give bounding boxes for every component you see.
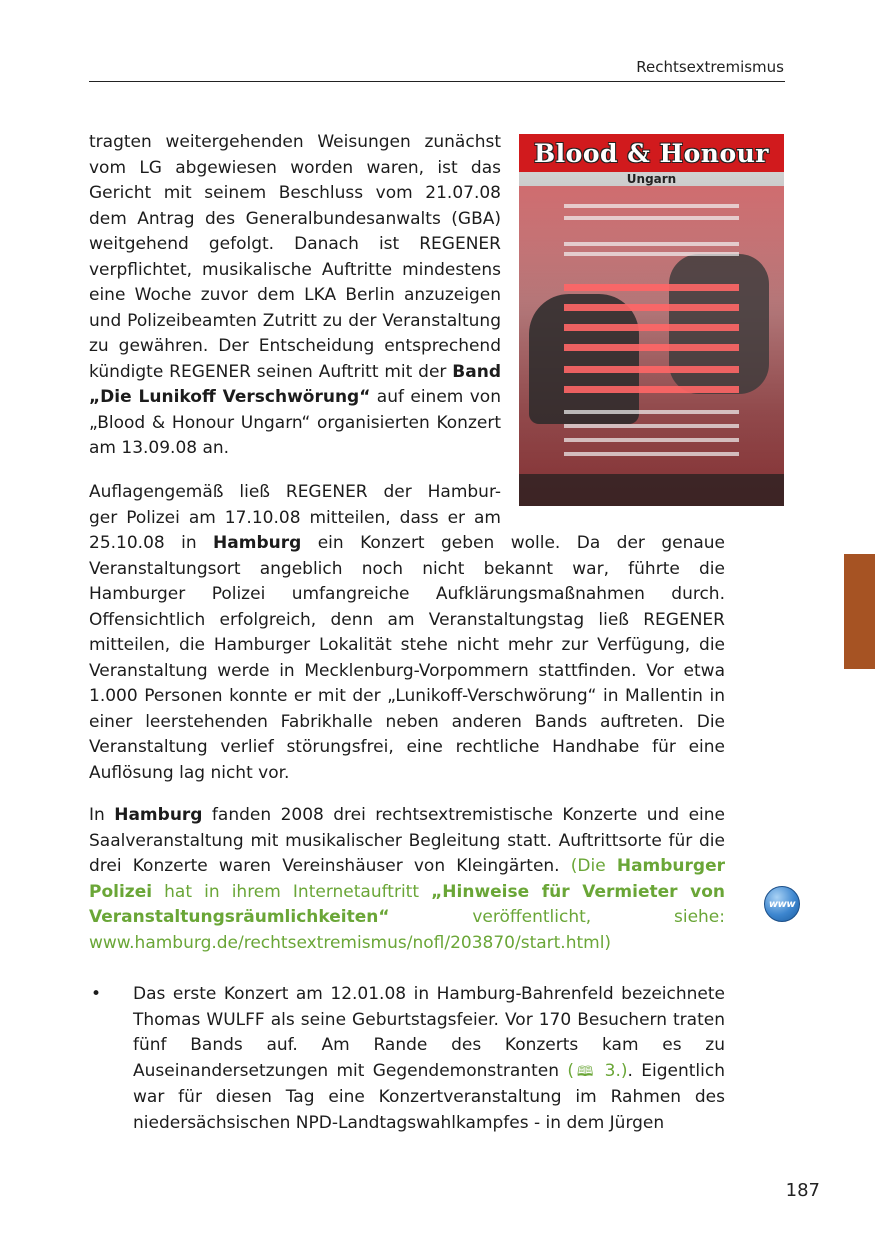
text-run: tragten weitergehenden Weisungen zunächst vom LG abgewiesen worden waren, ist das Gericht mit seinem Beschluss vom 21.07.08 dem Antrag des Generalbundesanwalts (GBA) weitgehend gefolgt. Danach ist REGENER verpflichtet, musikalische Auftritte mindestens eine Woche zuvor dem LKA Berlin anzuzeigen und Polizeibeamten Zutritt zu der Veranstaltung zu gewähren. Der Entscheidung entsprechend kündigte REGENER seinen Auftritt mit der — [89, 132, 501, 382]
poster-band-line — [564, 284, 739, 291]
cross-reference: ( — [567, 1060, 574, 1081]
paragraph-3 — [89, 803, 725, 956]
poster-title: Blood & Honour — [534, 138, 769, 168]
poster-band-line — [564, 344, 739, 351]
poster-text-line — [564, 204, 739, 208]
text-run: auf einem von „Blood & Honour Ungarn“ organisierten Konzert am 13.09.08 an. — [89, 387, 501, 458]
poster-figure-left — [529, 294, 639, 424]
concert-poster-image — [519, 134, 784, 506]
text-run: 25.10.08 in — [89, 533, 214, 553]
chapter-tab — [844, 554, 875, 669]
text-line: ger Polizei am 17.10.08 mitteilen, dass er am — [89, 507, 501, 528]
cross-reference-link[interactable]: 3.) — [596, 1060, 628, 1081]
poster-text-line — [564, 452, 739, 456]
poster-band-line — [564, 386, 739, 393]
paragraph-1 — [89, 130, 501, 462]
header-divider — [89, 81, 785, 82]
bullet-item-1 — [133, 982, 725, 1136]
bold-city: Hamburg — [114, 805, 203, 825]
running-header: Rechtsextremismus — [636, 58, 784, 76]
text-run: Das erste Konzert am 12.01.08 in Hamburg-Bahrenfeld bezeichnete Thomas WULFF als seine Geburtstagsfeier. Vor 170 Besuchern traten fünf Bands auf. Am Rande des Konzerts kam es zu Auseinandersetzungen mit Gegendemonstranten — [133, 984, 725, 1081]
text-run: In — [89, 805, 115, 825]
text-line: Auflagengemäß ließ REGENER der Hambur- — [89, 482, 501, 502]
poster-text-line — [564, 410, 739, 414]
poster-banner — [519, 134, 784, 172]
green-bold-note: Hamburger Polizei — [89, 856, 725, 902]
green-note: (Die — [570, 856, 617, 876]
www-icon-label: www — [768, 898, 796, 910]
poster-text-line — [564, 438, 739, 442]
text-run: . Eigentlich war für diesen Tag eine Konzertveranstaltung im Rahmen des niedersächsischen NPD-Landtagswahlkampfes - in dem Jürgen — [133, 1060, 725, 1133]
poster-text-line — [564, 252, 739, 256]
paragraph-2 — [89, 480, 725, 786]
text-run: fanden 2008 drei rechtsextremistische Konzerte und eine Saalveranstaltung mit musikalischer Begleitung statt. Auftrittsorte für die drei Konzerte waren Vereinshäuser von Kleingärten. — [89, 805, 725, 876]
green-note: hat in ihrem Internetauftritt — [152, 881, 432, 902]
bold-city: Hamburg — [213, 533, 302, 553]
poster-band-line — [564, 366, 739, 373]
poster-band-line — [564, 324, 739, 331]
poster-band-line — [564, 304, 739, 311]
poster-subtitle: Ungarn — [626, 172, 677, 186]
www-globe-icon[interactable] — [764, 886, 800, 922]
book-icon: 🕮 — [573, 1063, 597, 1080]
text-run: ein Konzert geben wolle. Da der genaue Veranstaltungsort angeblich noch nicht bekannt war, führte die Hamburger Polizei umfangreiche Aufklärungsmaßnahmen durch. Offensichtlich erfolgreich, denn am Veranstaltungstag ließ REGENER mitteilen, die Hamburger Lokalität stehe nicht mehr zur Verfügung, die Veranstaltung werde in Mecklenburg-Vorpommern stattfinden. Vor etwa 1.000 Personen konnte er mit der „Lunikoff-Verschwörung“ in Mallentin in einer leerstehenden Fabrikhalle neben anderen Bands auftreten. Die Veranstaltung verlief störungsfrei, eine rechtliche Handhabe für eine Auflösung lag nicht vor. — [89, 533, 726, 783]
bullet-marker: • — [91, 984, 102, 1004]
poster-text-line — [564, 424, 739, 428]
poster-text-line — [564, 216, 739, 220]
web-reference-link[interactable]: veröffentlicht, siehe: www.hamburg.de/rechtsextremismus/nofl/203870/start.html) — [89, 907, 725, 953]
page-number: 187 — [785, 1180, 820, 1201]
poster-text-line — [564, 242, 739, 246]
bold-band-name: Band „Die Lunikoff Verschwörung“ — [89, 361, 501, 407]
green-bold-note: „Hinweise für Vermieter von Veranstaltungsräumlichkeiten“ — [89, 881, 725, 927]
